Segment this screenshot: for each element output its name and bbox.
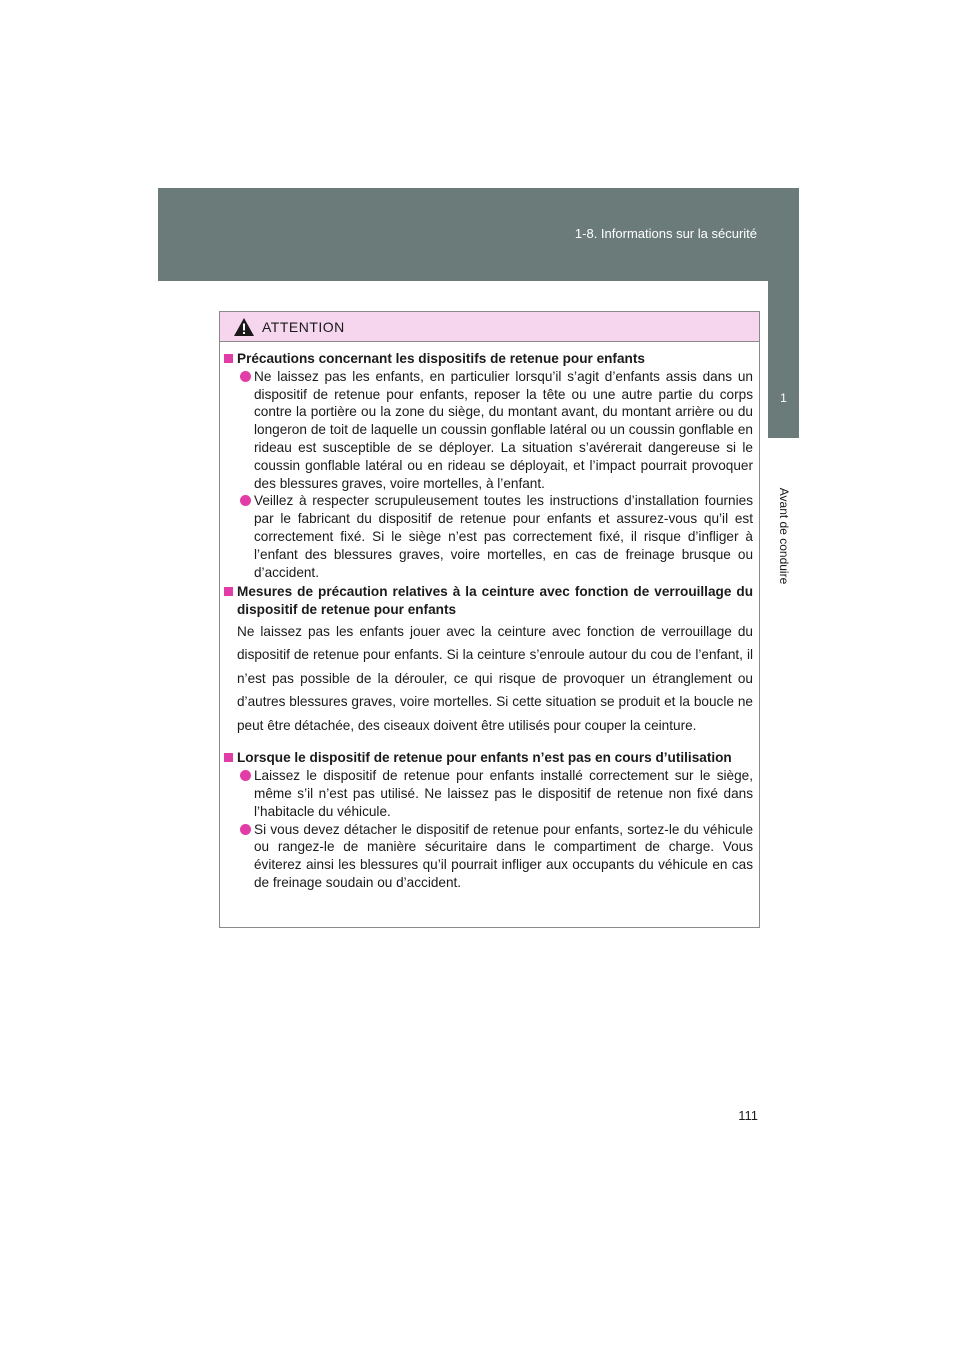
round-bullet-icon (240, 770, 251, 781)
warning-triangle-icon (233, 317, 255, 337)
section-title: Lorsque le dispositif de retenue pour enfants n’est pas en cours d’utilisation (237, 750, 732, 766)
round-bullet-icon (240, 371, 251, 382)
list-item-text: Ne laissez pas les enfants, en particulier lorsqu’il s’agit d’enfants assis dans un dispositif de retenue pour enfants, reposer la tête ou une autre partie du corps contre la portière ou la zone du siège, du montant avant, du montant arrière ou du longeron de toit de laquelle un coussin gonflable latéral ou un coussin gonflable en rideau est susceptible de se déployer. La situation s’avérerait dangereuse si le coussin gonflable latéral ou en rideau se déployait, et l’impact pourrait provoquer des blessures graves, voire mortelles, à l’enfant. (254, 368, 753, 491)
warning-section-not-in-use (224, 749, 753, 891)
square-bullet-icon (224, 587, 233, 596)
section-title: Précautions concernant les dispositifs de retenue pour enfants (237, 351, 645, 366)
warning-title: ATTENTION (262, 319, 345, 335)
spacer (224, 739, 753, 749)
square-bullet-icon (224, 753, 233, 762)
chapter-header-band (158, 188, 799, 281)
round-bullet-icon (240, 495, 251, 506)
list-item (237, 492, 753, 581)
chapter-label-text: Avant de conduire (777, 487, 791, 585)
list-item (237, 368, 753, 493)
list-item-text: Veillez à respecter scrupuleusement toutes les instructions d’installation fournies par le fabricant du dispositif de retenue pour enfants et assurez-vous qu’il est correctement fixé. Si le siège n’est pas correctement fixé, il risque d’infliger à l’enfant des blessures graves, voire mortelles, en cas de freinage brusque ou d’accident. (254, 493, 753, 580)
list-item-text: Si vous devez détacher le dispositif de retenue pour enfants, sortez-le du véhicule ou rangez-le de manière sécuritaire dans le compartiment de charge. Vous éviterez ainsi les blessures qu’il pourrait infliger aux occupants du véhicule en cas de freinage soudain ou d’accident. (254, 821, 753, 891)
list-item (237, 821, 753, 892)
page-number: 111 (738, 1108, 758, 1123)
list-item-text: Laissez le dispositif de retenue pour enfants installé correctement sur le siège, même s’il n’est pas utilisé. Ne laissez pas le dispositif de retenue non fixé dans l’habitacle du véhicule. (254, 768, 753, 819)
warning-section-locking-belt (224, 583, 753, 737)
round-bullet-icon (240, 824, 251, 835)
list-item (237, 767, 753, 820)
section-title: Mesures de précaution relatives à la ceinture avec fonction de verrouillage du dispositif de retenue pour enfants (237, 584, 753, 618)
section-paragraph: Ne laissez pas les enfants jouer avec la ceinture avec fonction de verrouillage du dispositif de retenue pour enfants. Si la ceinture s’enroule autour du cou de l’enfant, il n’est pas possible de la dérouler, ce qui risque de provoquer un étranglement ou d’autres blessures graves, voire mortelles. Si cette situation se produit et la boucle ne peut être détachée, des ciseaux doivent être utilisés pour couper la ceinture. (237, 623, 753, 733)
warning-header (220, 312, 759, 342)
chapter-number: 1 (780, 391, 787, 405)
section-heading: 1-8. Informations sur la sécurité (574, 226, 757, 241)
square-bullet-icon (224, 354, 233, 363)
warning-section-child-restraint-precautions (224, 350, 753, 581)
chapter-side-tab[interactable] (768, 281, 799, 438)
warning-box (219, 311, 760, 928)
warning-body (220, 342, 759, 892)
chapter-side-label (776, 476, 792, 596)
